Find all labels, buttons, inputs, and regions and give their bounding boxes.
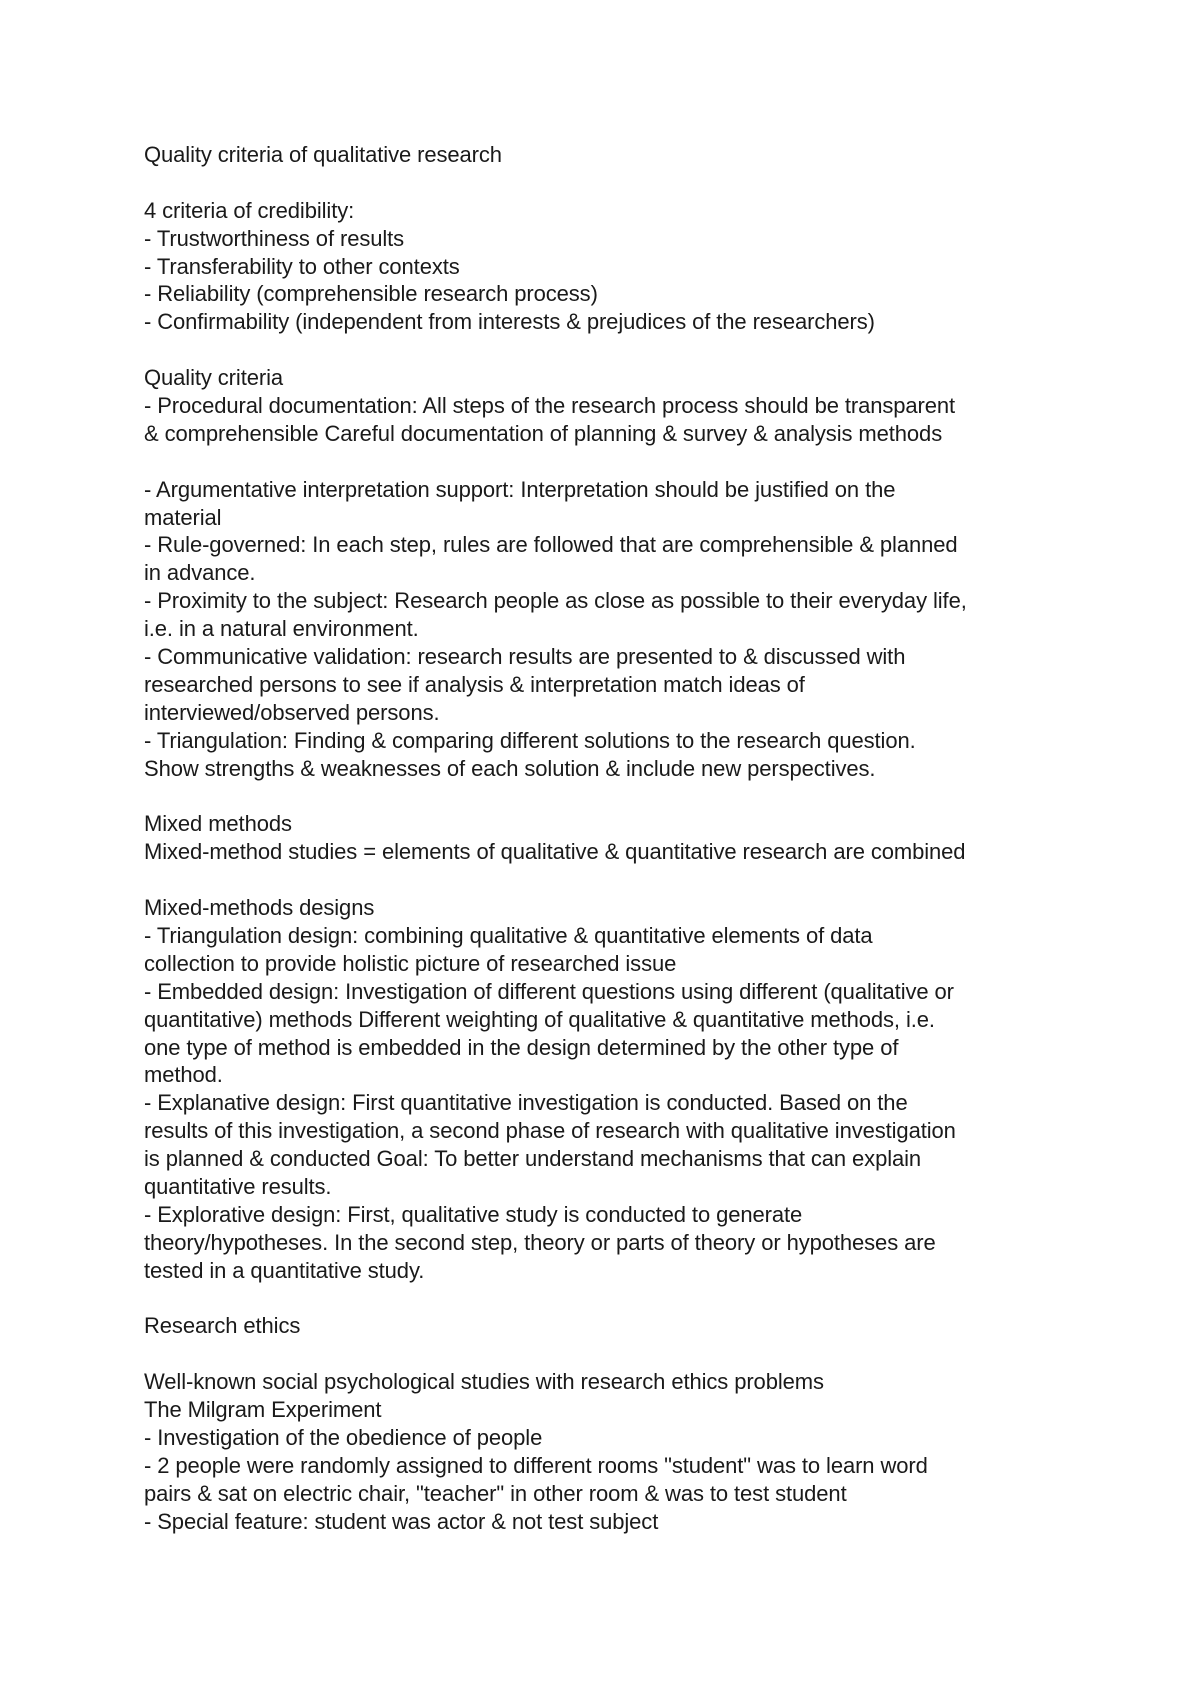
mixed-designs-section [144,894,1074,1284]
quality-section [144,364,1074,782]
text-line: - Procedural documentation: All steps of the research process should be transparent [144,393,956,419]
document-title: Quality criteria of qualitative research [144,142,502,167]
text-line: interviewed/observed persons. [144,699,440,725]
list-item: - Reliability (comprehensible research process) [144,281,598,307]
list-item: - Confirmability (independent from interests & prejudices of the researchers) [144,309,875,335]
text-line: one type of method is embedded in the design determined by the other type of [144,1034,899,1060]
text-line: theory/hypotheses. In the second step, theory or parts of theory or hypotheses are [144,1229,936,1255]
text-line: Mixed-method studies = elements of qualitative & quantitative research are combined [144,839,966,865]
list-item: - Trustworthiness of results [144,225,405,251]
text-line: method. [144,1062,223,1088]
spacer [144,448,1074,476]
spacer [144,169,1074,197]
text-line: - Triangulation design: combining qualitative & quantitative elements of data [144,922,873,948]
text-line: is planned & conducted Goal: To better understand mechanisms that can explain [144,1146,922,1172]
text-line: quantitative results. [144,1173,332,1199]
text-line: quantitative) methods Different weighting of qualitative & quantitative methods, i.e. [144,1006,935,1032]
mixed-methods-heading: Mixed methods [144,811,292,837]
text-line: - Embedded design: Investigation of different questions using different (qualitative or [144,978,954,1004]
text-line: - Argumentative interpretation support: Interpretation should be justified on the [144,476,896,502]
text-line: tested in a quantitative study. [144,1257,425,1283]
text-line: material [144,504,222,530]
text-line: i.e. in a natural environment. [144,616,419,642]
text-line: & comprehensible Careful documentation of planning & survey & analysis methods [144,420,943,446]
credibility-heading: 4 criteria of credibility: [144,197,355,223]
document-page [144,141,1074,1536]
text-line: - 2 people were randomly assigned to different rooms "student" was to learn word [144,1452,928,1478]
research-ethics-heading: Research ethics [144,1313,301,1339]
spacer [144,866,1074,894]
text-line: pairs & sat on electric chair, "teacher" in other room & was to test student [144,1480,847,1506]
spacer [144,782,1074,810]
text-line: collection to provide holistic picture of researched issue [144,950,677,976]
credibility-section [144,197,1074,336]
quality-heading: Quality criteria [144,365,283,391]
spacer [144,336,1074,364]
mixed-methods-section [144,810,1074,866]
text-line: - Special feature: student was actor & not test subject [144,1508,659,1534]
spacer [144,1340,1074,1368]
text-line: - Communicative validation: research results are presented to & discussed with [144,644,906,670]
text-line: in advance. [144,560,256,586]
spacer [144,1285,1074,1313]
text-line: - Explorative design: First, qualitative study is conducted to generate [144,1201,803,1227]
text-line: - Investigation of the obedience of people [144,1424,543,1450]
text-line: - Triangulation: Finding & comparing different solutions to the research question. [144,727,916,753]
research-ethics-section [144,1312,1074,1535]
text-line: Well-known social psychological studies with research ethics problems [144,1369,824,1395]
text-line: Show strengths & weaknesses of each solution & include new perspectives. [144,755,876,781]
mixed-designs-heading: Mixed-methods designs [144,895,375,921]
text-line: - Rule-governed: In each step, rules are followed that are comprehensible & planned [144,532,958,558]
text-line: researched persons to see if analysis & interpretation match ideas of [144,671,805,697]
list-item: - Transferability to other contexts [144,253,460,279]
text-line: The Milgram Experiment [144,1397,382,1423]
text-line: - Proximity to the subject: Research people as close as possible to their everyday life, [144,588,967,614]
text-line: - Explanative design: First quantitative investigation is conducted. Based on the [144,1090,908,1116]
text-line: results of this investigation, a second phase of research with qualitative investigation [144,1118,956,1144]
